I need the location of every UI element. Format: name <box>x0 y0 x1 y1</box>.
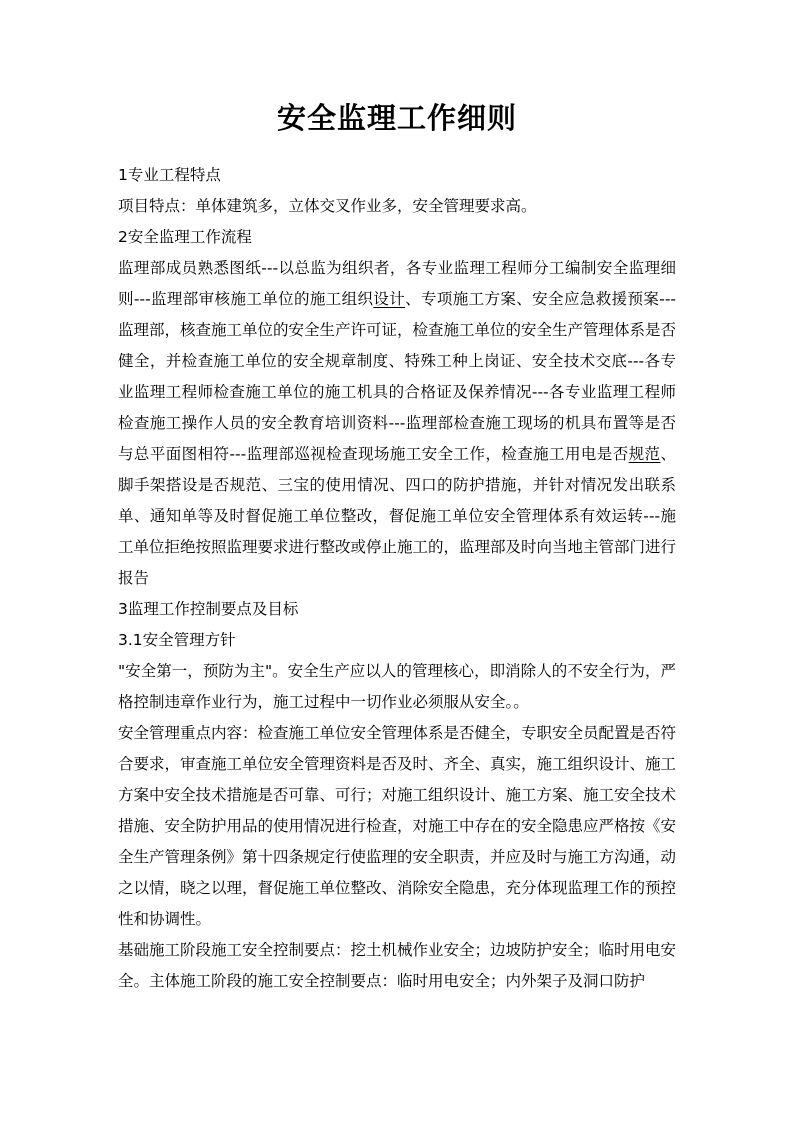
paragraph-project-features: 项目特点：单体建筑多，立体交叉作业多，安全管理要求高。 <box>118 197 537 215</box>
heading-section-3-1: 3.1安全管理方针 <box>118 631 236 649</box>
heading-section-2: 2安全监理工作流程 <box>118 228 252 246</box>
workflow-text-part-3: 、脚手架搭设是否规范、三宝的使用情况、四口的防护措施，并针对情况发出联系单、通知单等及时督促施工单位整改，督促施工单位安全管理体系有效运转---施工单位拒绝按照监理要求进行整改或停止施工的，监理部及时向当地主管部门进行报告 <box>118 445 677 587</box>
heading-section-1: 1专业工程特点 <box>118 166 221 184</box>
workflow-text-part-1: 监理部成员熟悉图纸---以总监为组织者，各专业监理工程师分工编制安全监理细则---监理部审核施工单位的施工组织 <box>118 259 676 308</box>
heading-section-3: 3监理工作控制要点及目标 <box>118 600 299 618</box>
paragraph-safety-policy: "安全第一，预防为主"。安全生产应以人的管理核心，即消除人的不安全行为，严格控制违章作业行为，施工过程中一切作业必须服从安全。。 <box>118 662 676 711</box>
document-body <box>118 160 676 997</box>
paragraph-workflow <box>118 253 676 594</box>
paragraph-safety-key-content: 安全管理重点内容：检查施工单位安全管理体系是否健全，专职安全员配置是否符合要求，审查施工单位安全管理资料是否及时、齐全、真实，施工组织设计、施工方案中安全技术措施是否可靠、可行；对施工组织设计、施工方案、施工安全技术措施、安全防护用品的使用情况进行检查，对施工中存在的安全隐患应严格按《安全生产管理条例》第十四条规定行使监理的安全职责，并应及时与施工方沟通，动之以情，晓之以理，督促施工单位整改、消除安全隐患，充分体现监理工作的预控性和协调性。 <box>118 724 677 928</box>
paragraph-stage-control-points: 基础施工阶段施工安全控制要点：挖土机械作业安全；边坡防护安全；临时用电安全。主体施工阶段的施工安全控制要点：临时用电安全；内外架子及洞口防护 <box>118 941 677 990</box>
workflow-link-design[interactable]: 设计 <box>373 290 406 308</box>
document-title: 安全监理工作细则 <box>276 101 517 135</box>
workflow-text-part-2: 、专项施工方案、安全应急救援预案---监理部，核查施工单位的安全生产许可证，检查施工单位的安全生产管理体系是否健全，并检查施工单位的安全规章制度、特殊工种上岗证、安全技术交底---各专业监理工程师检查施工单位的施工机具的合格证及保养情况---各专业监理工程师检查施工操作人员的安全教育培训资料---监理部检查施工现场的机具布置等是否与总平面图相符---监理部巡视检查现场施工安全工作，检查施工用电是否 <box>118 290 677 463</box>
workflow-link-standard[interactable]: 规范 <box>628 445 661 463</box>
